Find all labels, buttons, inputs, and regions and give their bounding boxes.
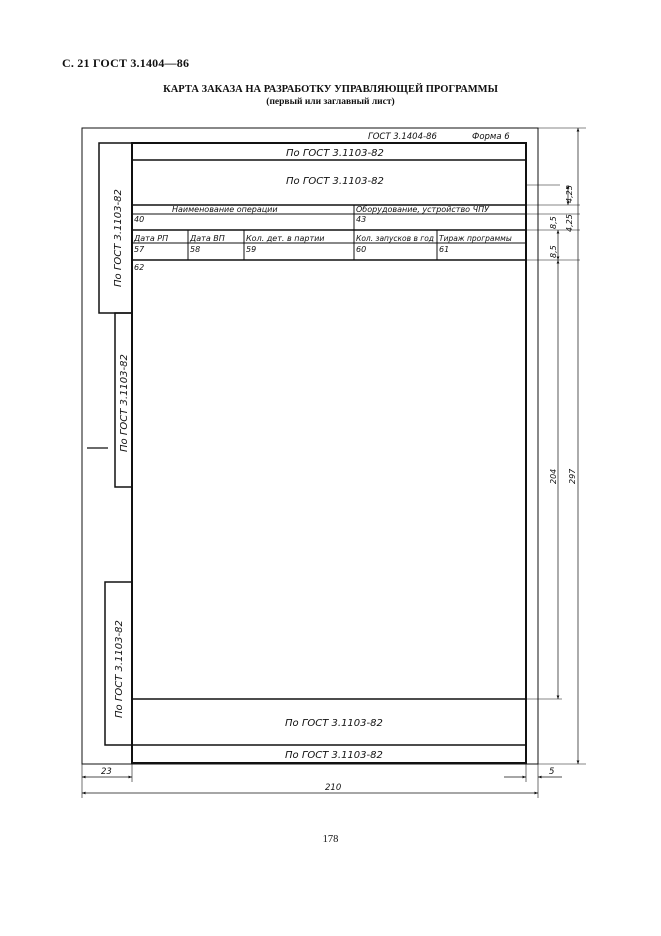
field-code-40: 40 — [134, 215, 145, 224]
program-copies-label: Тираж программы — [439, 234, 512, 243]
operation-name-label: Наименование операции — [172, 205, 278, 214]
field-code-62: 62 — [134, 263, 145, 272]
launches-per-year-label: Кол. запусков в год — [356, 234, 434, 243]
dimension-8-5-a: 8,5 — [549, 216, 558, 229]
dimension-297: 297 — [568, 468, 577, 484]
equipment-label: Оборудование, устройство ЧПУ — [356, 205, 489, 214]
dimension-204: 204 — [549, 468, 558, 484]
document-title: КАРТА ЗАКАЗА НА РАЗРАБОТКУ УПРАВЛЯЮЩЕЙ ПРОГРАММЫ — [163, 84, 498, 95]
left-stamp-middle-text: По ГОСТ 3.1103-82 — [119, 354, 130, 452]
left-stamp-bottom-text: По ГОСТ 3.1103-82 — [114, 620, 125, 718]
dimension-4-25-b: 4,25 — [565, 214, 574, 232]
dimension-5: 5 — [549, 767, 555, 777]
top-reference-row: По ГОСТ 3.1103-82 — [286, 148, 384, 159]
bottom-reference-block: По ГОСТ 3.1103-82 — [285, 718, 383, 729]
page-number: 178 — [322, 834, 339, 845]
dimension-210: 210 — [325, 783, 342, 793]
field-code-59: 59 — [246, 245, 257, 254]
dimension-8-5-b: 8,5 — [549, 245, 558, 258]
header-reference-block: По ГОСТ 3.1103-82 — [286, 176, 384, 187]
standard-page-label: С. 21 ГОСТ 3.1404—86 — [62, 56, 190, 70]
form-number-label: Форма 6 — [472, 132, 510, 142]
parts-per-batch-label: Кол. дет. в партии — [246, 234, 325, 243]
sheet-frame — [82, 128, 538, 764]
field-code-58: 58 — [190, 245, 201, 254]
bottom-reference-row: По ГОСТ 3.1103-82 — [285, 750, 383, 761]
top-gost-reference: ГОСТ 3.1404-86 — [368, 132, 437, 142]
field-code-57: 57 — [134, 245, 145, 254]
date-vp-label: Дата ВП — [190, 234, 225, 243]
field-code-43: 43 — [356, 215, 367, 224]
document-subtitle: (первый или заглавный лист) — [266, 97, 395, 107]
field-code-61: 61 — [439, 245, 450, 254]
left-stamp-top-text: По ГОСТ 3.1103-82 — [113, 189, 124, 287]
field-code-60: 60 — [356, 245, 367, 254]
dimension-4-25-top: 4,25 — [565, 185, 574, 203]
date-rp-label: Дата РП — [134, 234, 169, 243]
dimension-23: 23 — [101, 767, 112, 777]
